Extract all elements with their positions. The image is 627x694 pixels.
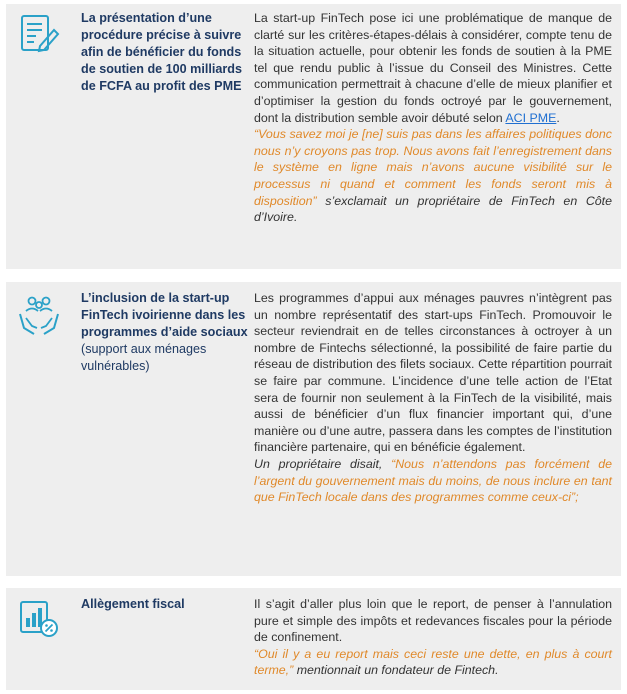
row-body: Les programmes d’appui aux ménages pauvres n’intègrent pas un nombre représentatif des start-ups FinTech. Promouvoir le secteur reviendrait en de telles circonstances à octroyer à un nombre de Fintechs sélectionné, la possibilité de faire partie du réseau de distribution des filets sociaux. Cette répartition pourrait se faire par commune. L’incidence d’une telle action de l’Etat sera de fournir non seulement à la FinTech de la visibilité, mais aussi de bénéficier d’un flux financier important qui, d’une manière ou d’une autre, passera dans les comptes de l’institution financière partenaire, qui en bénéficie également. Un propriétaire disait, “Nous n’attendons pas forcément de l’argent du gouvernement mais du moins, de nous inclure en tant que FinTech locale dans des programmes comme ceux-ci”; [254, 291, 612, 505]
row-label: La présentation d’une procédure précise à suivre afin de bénéficier du fonds de soutien de 100 milliards de FCFA au profit des PME [81, 11, 242, 93]
tax-chart-icon [16, 596, 62, 642]
row-label: Allègement fiscal [81, 597, 185, 611]
aci-pme-link[interactable]: ACI PME [505, 110, 557, 125]
row-label: L’inclusion de la start-up FinTech ivoirienne dans les programmes d’aide sociaux (support aux ménages vulnérables) [81, 291, 248, 373]
hands-people-icon [16, 292, 62, 338]
row-body: Il s’agit d’aller plus loin que le report, de penser à l’annulation pure et simple des impôts et redevances fiscales pour la période de confinement. “Oui il y a eu report mais ceci reste une dette, en plus à court terme,” mentionnait un fondateur de Fintech. [254, 597, 612, 678]
row-tax-relief [6, 588, 621, 690]
row-social-programs [6, 282, 621, 576]
quote-text: “Vous savez moi je [ne] suis pas dans les affaires politiques donc nous n’y croyons pas trop. Nous avons fait l’enregistrement dans le système en ligne mais n’avons aucune visibilité sur le processus ni quand et comment les fonds seront mis à disposition” [254, 127, 612, 208]
quote-text: “Oui il y a eu report mais ceci reste une dette, en plus à court terme,” [254, 646, 612, 678]
quote-text: “Nous n’attendons pas forcément de l’argent du gouvernement mais du moins, de nous inclure en tant que FinTech locale dans des programmes comme ceux-ci”; [254, 456, 612, 505]
row-body: La start-up FinTech pose ici une problématique de manque de clarté sur les critères-étapes-délais à considérer, compte tenu de la situation actuelle, pour obtenir les fonds de soutien à la PME tel que rendu public à l’issue du Conseil des Ministres. Cette communication permettrait à chacune d’elle de mieux planifier et d’optimiser la gestion du fonds octroyé par le gouvernement, dont la distribution semble avoir débuté selon ACI PME. “Vous savez moi je [ne] suis pas dans les affaires politiques donc nous n’y croyons pas trop. Nous avons fait l’enregistrement dans le système en ligne mais n’avons aucune visibilité sur le processus ni quand et comment les fonds seront mis à disposition” s’exclamait un propriétaire de FinTech en Côte d’Ivoire. [254, 11, 612, 225]
quote-lead: Un propriétaire disait, [254, 456, 392, 471]
document-pen-icon [16, 12, 62, 58]
row-pme-procedure [6, 4, 621, 269]
